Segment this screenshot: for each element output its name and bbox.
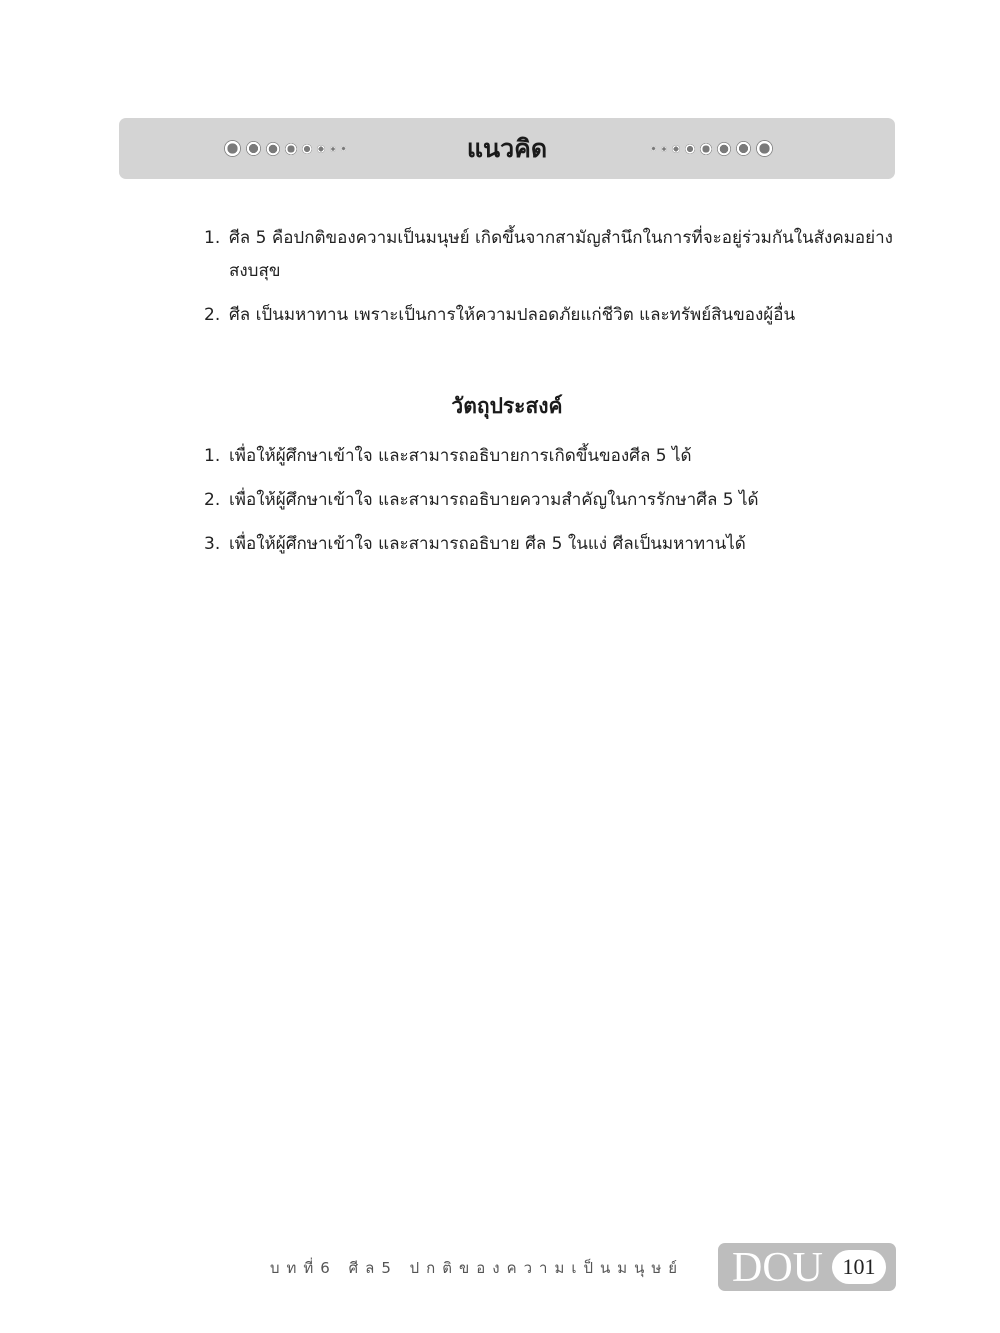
decorative-dot-icon [736,141,751,156]
decorative-dot-icon [685,144,695,154]
list-item [204,528,904,561]
item-text: ศีล 5 คือปกติของความเป็นมนุษย์ เกิดขึ้นจากสามัญสำนึกในการที่จะอยู่ร่วมกันในสังคมอย่างสงบสุข [229,228,893,281]
concept-list [204,222,904,343]
item-text: เพื่อให้ผู้ศึกษาเข้าใจ และสามารถอธิบายการเกิดขึ้นของศีล 5 ได้ [229,446,692,466]
item-text: เพื่อให้ผู้ศึกษาเข้าใจ และสามารถอธิบายความสำคัญในการรักษาศีล 5 ได้ [229,490,759,510]
item-text: เพื่อให้ผู้ศึกษาเข้าใจ และสามารถอธิบาย ศีล 5 ในแง่ ศีลเป็นมหาทานได้ [229,534,746,554]
item-number: 1. [204,228,221,248]
item-number: 2. [204,490,221,510]
list-item [204,222,904,288]
page-number: 101 [832,1250,886,1284]
decorative-dot-icon [700,143,712,155]
objectives-heading: วัตถุประสงค์ [451,394,563,418]
footer-chapter-text: บทที่6 ศีล5 ปกติของความเป็นมนุษย์ [270,1259,685,1277]
concept-header-bar [119,118,895,179]
item-number: 3. [204,534,221,554]
decorative-dot-icon [651,146,656,151]
item-number: 1. [204,446,221,466]
concept-heading: แนวคิด [466,134,548,163]
decorative-dot-icon [672,145,680,153]
item-number: 2. [204,305,221,325]
item-text: ศีล เป็นมหาทาน เพราะเป็นการให้ความปลอดภัยแก่ชีวิต และทรัพย์สินของผู้อื่น [229,305,796,325]
footer-badge [718,1243,896,1291]
list-item [204,484,904,517]
list-item [204,440,904,473]
list-item [204,299,904,332]
brand-logo: DOU [732,1245,823,1291]
decorative-dot-icon [717,142,731,156]
decorative-dot-icon [661,146,667,152]
objectives-list [204,440,904,572]
decorative-dot-icon [756,140,773,157]
decorative-dots-right [651,118,773,179]
